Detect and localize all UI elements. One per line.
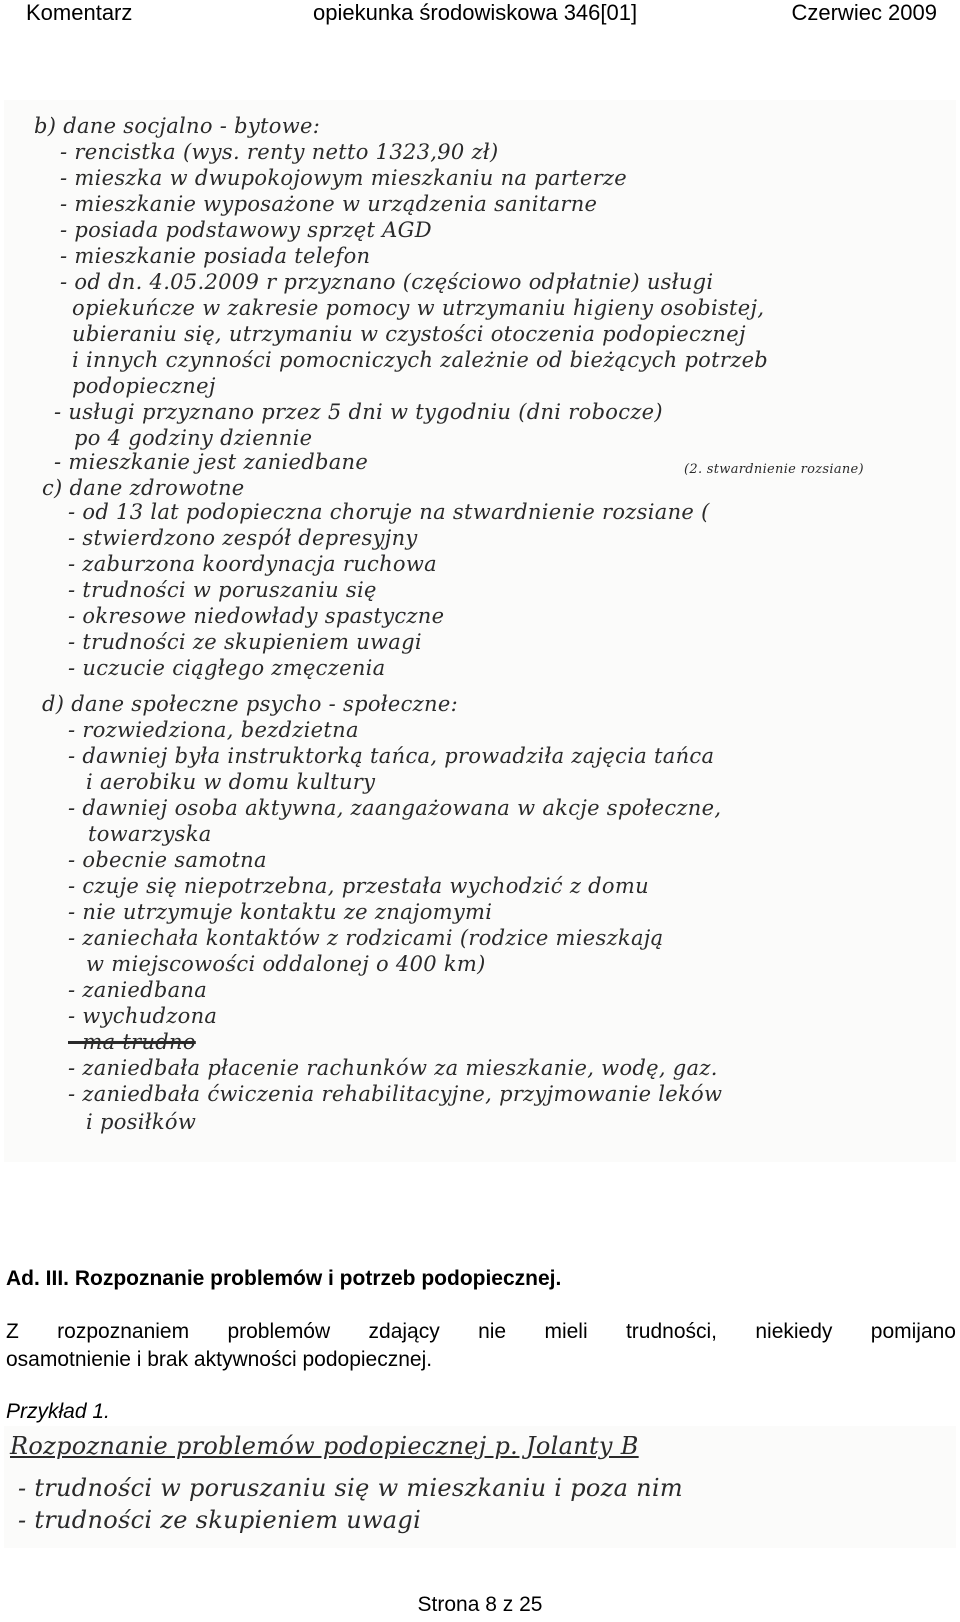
page-number: Strona 8 z 25 bbox=[417, 1593, 543, 1616]
scan1-line: - nie utrzymuje kontaktu ze znajomymi bbox=[68, 900, 493, 924]
scan1-line: w miejscowości oddalonej o 400 km) bbox=[86, 952, 486, 976]
scan1-line: - stwierdzono zespół depresyjny bbox=[68, 526, 418, 550]
example-label: Przykład 1. bbox=[6, 1400, 110, 1423]
scan1-line: - usługi przyznano przez 5 dni w tygodniu (dni robocze) bbox=[54, 400, 663, 424]
scan1-line: c) dane zdrowotne bbox=[42, 476, 245, 500]
scan2-title: Rozpoznanie problemów podopiecznej p. Jolanty B bbox=[10, 1432, 639, 1460]
scan1-line: - mieszkanie jest zaniedbane bbox=[54, 450, 369, 474]
section-heading: Ad. III. Rozpoznanie problemów i potrzeb podopiecznej. bbox=[6, 1267, 562, 1290]
scan1-line: d) dane społeczne psycho - społeczne: bbox=[42, 692, 458, 716]
paragraph-line: Z rozpoznaniem problemów zdający nie mieli trudności, niekiedy pomijano bbox=[6, 1320, 956, 1343]
scan1-line: - rozwiedziona, bezdzietna bbox=[68, 718, 359, 742]
scan2-line: - trudności w poruszaniu się w mieszkaniu i poza nim bbox=[18, 1474, 683, 1502]
header-right: Czerwiec 2009 bbox=[791, 0, 937, 25]
paragraph-line: osamotnienie i brak aktywności podopiecznej. bbox=[6, 1348, 433, 1371]
scan1-line: - dawniej osoba aktywna, zaangażowana w akcje społeczne, bbox=[68, 796, 722, 820]
scan1-line: - zaniedbała płacenie rachunków za mieszkanie, wodę, gaz. bbox=[68, 1056, 718, 1080]
scan1-line: opiekuńcze w zakresie pomocy w utrzymaniu higieny osobistej, bbox=[72, 296, 765, 320]
scan1-line: po 4 godziny dziennie bbox=[74, 426, 313, 450]
handwritten-scan-1 bbox=[4, 100, 956, 1162]
scan1-line: - mieszka w dwupokojowym mieszkaniu na parterze bbox=[60, 166, 628, 190]
scan1-line: - od 13 lat podopieczna choruje na stwardnienie rozsiane ( bbox=[68, 500, 710, 524]
scan1-line: - od dn. 4.05.2009 r przyznano (częściowo odpłatnie) usługi bbox=[60, 270, 714, 294]
scan1-line: - zaniedbała ćwiczenia rehabilitacyjne, przyjmowanie leków bbox=[68, 1082, 723, 1106]
scan1-line: - obecnie samotna bbox=[68, 848, 267, 872]
scan1-line: b) dane socjalno - bytowe: bbox=[34, 114, 321, 138]
scan1-line: - czuje się niepotrzebna, przestała wychodzić z domu bbox=[68, 874, 649, 898]
scan1-line: - zaniedbana bbox=[68, 978, 208, 1002]
commentary-paragraph bbox=[6, 1318, 956, 1374]
header-left: Komentarz bbox=[26, 0, 133, 25]
scan1-line: - posiada podstawowy sprzęt AGD bbox=[60, 218, 432, 242]
scan1-line: - mieszkanie wyposażone w urządzenia sanitarne bbox=[60, 192, 598, 216]
header-center: opiekunka środowiskowa 346[01] bbox=[313, 0, 638, 25]
page-header bbox=[0, 0, 960, 28]
scan1-line: - trudności w poruszaniu się bbox=[68, 578, 377, 602]
handwritten-scan-2 bbox=[4, 1426, 956, 1548]
scan1-line: i posiłków bbox=[86, 1110, 197, 1134]
scan1-line: i aerobiku w domu kultury bbox=[86, 770, 376, 794]
scan1-line: ubieraniu się, utrzymaniu w czystości otoczenia podopiecznej bbox=[72, 322, 746, 346]
scan1-line: - dawniej była instruktorką tańca, prowadziła zajęcia tańca bbox=[68, 744, 715, 768]
scan1-line: - okresowe niedowłady spastyczne bbox=[68, 604, 445, 628]
scan1-line: - zaburzona koordynacja ruchowa bbox=[68, 552, 437, 576]
scan1-line: - wychudzona bbox=[68, 1004, 218, 1028]
scan1-line: - ma trudno bbox=[68, 1030, 196, 1054]
scan1-line: - uczucie ciągłego zmęczenia bbox=[68, 656, 386, 680]
scan1-note: (2. stwardnienie rozsiane) bbox=[684, 462, 864, 477]
scan1-line: i innych czynności pomocniczych zależnie od bieżących potrzeb bbox=[72, 348, 769, 372]
scan2-line: - trudności ze skupieniem uwagi bbox=[18, 1506, 422, 1534]
scan1-line: - trudności ze skupieniem uwagi bbox=[68, 630, 422, 654]
scan1-line: - rencistka (wys. renty netto 1323,90 zł) bbox=[60, 140, 499, 164]
scan1-line: - mieszkanie posiada telefon bbox=[60, 244, 371, 268]
scan1-line: towarzyska bbox=[88, 822, 212, 846]
scan1-line: podopiecznej bbox=[72, 374, 216, 398]
scan1-line: - zaniechała kontaktów z rodzicami (rodzice mieszkają bbox=[68, 926, 664, 950]
